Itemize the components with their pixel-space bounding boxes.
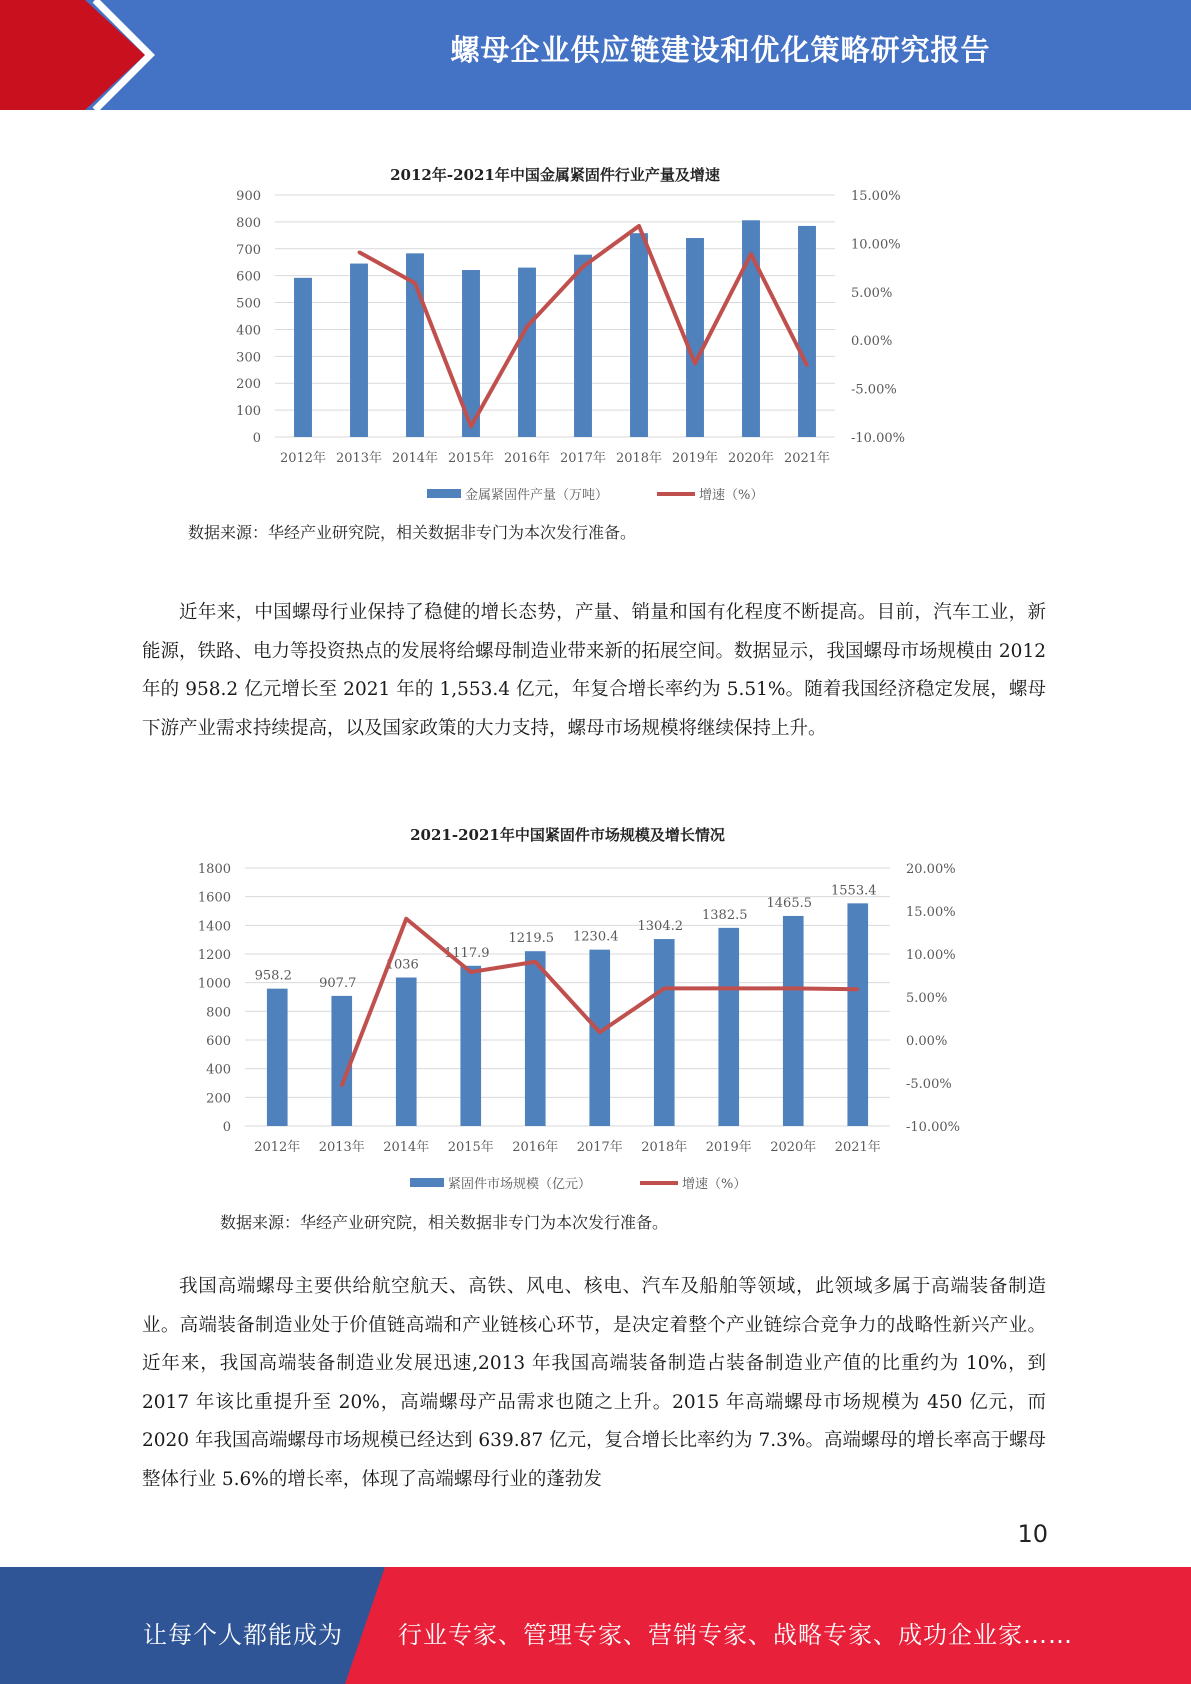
x-tick-label: 2014年: [383, 1140, 430, 1155]
y-right-tick-label: -5.00%: [851, 382, 897, 398]
growth-point: [405, 917, 408, 920]
y-right-tick-label: -10.00%: [906, 1120, 960, 1135]
growth-point: [694, 362, 697, 365]
y-left-tick-label: 100: [236, 404, 261, 420]
y-left-tick-label: 200: [236, 377, 261, 393]
paragraph-market-growth: 近年来，中国螺母行业保持了稳健的增长态势，产量、销量和国有化程度不断提高。目前，汽车工业，新能源，铁路、电力等投资热点的发展将给螺母制造业带来新的拓展空间。数据显示，我国螺母市场规模由 2012 年的 958.2 亿元增长至 2021 年的 1,553.4 亿元，年复合增长率约为 5.51%。随着我国经济稳定发展，螺母下游产业需求持续提高，以及国家政策的大力支持，螺母市场规模将继续保持上升。: [142, 602, 1046, 739]
market-size-chart: [180, 815, 1010, 1200]
legend-label-bar: 紧固件市场规模（亿元）: [448, 1177, 592, 1192]
footer-slogan-right: 行业专家、管理专家、营销专家、战略专家、成功企业家……: [398, 1621, 1073, 1649]
y-left-tick-label: 200: [206, 1091, 231, 1107]
bar: [267, 989, 288, 1126]
x-tick-label: 2013年: [335, 451, 383, 466]
footer-slogan-left: 让每个人都能成为: [143, 1621, 343, 1649]
legend-label-bar: 金属紧固件产量（万吨）: [465, 488, 609, 503]
y-right-tick-label: 5.00%: [906, 991, 948, 1006]
x-tick-label: 2020年: [727, 451, 775, 466]
x-tick-label: 2017年: [576, 1140, 623, 1155]
y-left-tick-label: 800: [236, 215, 261, 231]
page-number: 10: [1017, 1520, 1048, 1548]
chart1-source: 数据来源：华经产业研究院，相关数据非专门为本次发行准备。: [188, 523, 637, 542]
x-tick-label: 2021年: [783, 451, 831, 466]
y-left-tick-label: 400: [206, 1062, 231, 1078]
y-left-tick-label: 1600: [197, 890, 231, 906]
x-tick-label: 2015年: [447, 1140, 494, 1155]
x-tick-label: 2017年: [559, 451, 607, 466]
page-footer: [0, 1567, 1191, 1684]
x-tick-label: 2015年: [447, 451, 495, 466]
x-tick-label: 2021年: [834, 1140, 881, 1155]
x-tick-label: 2016年: [512, 1140, 559, 1155]
legend-swatch-bar: [427, 489, 461, 498]
y-left-tick-label: 600: [206, 1034, 231, 1049]
y-left-tick-label: 700: [236, 242, 261, 258]
growth-point: [470, 425, 473, 428]
y-right-tick-label: 15.00%: [906, 905, 956, 920]
growth-point: [534, 960, 537, 963]
bar: [630, 233, 648, 437]
growth-point: [414, 282, 417, 285]
chart-title: 2012年-2021年中国金属紧固件行业产量及增速: [390, 166, 720, 184]
bar: [396, 978, 417, 1126]
bar: [460, 966, 481, 1126]
bar: [574, 255, 592, 437]
y-right-tick-label: -10.00%: [851, 431, 905, 446]
x-tick-label: 2018年: [641, 1140, 688, 1155]
growth-point: [526, 325, 529, 328]
production-chart: [180, 150, 1010, 520]
legend-label-line: 增速（%）: [699, 488, 764, 503]
bar-value-label: 1219.5: [508, 931, 554, 947]
y-left-tick-label: 1800: [197, 862, 231, 877]
y-right-tick-label: 10.00%: [906, 948, 956, 963]
x-tick-label: 2014年: [391, 451, 439, 466]
growth-point: [727, 987, 730, 990]
x-tick-label: 2020年: [770, 1140, 817, 1155]
growth-point: [663, 987, 666, 990]
y-left-tick-label: 600: [236, 269, 261, 285]
y-left-tick-label: 0: [252, 431, 261, 446]
bar-value-label: 958.2: [254, 968, 292, 984]
legend-label-line: 增速（%）: [682, 1177, 747, 1192]
growth-point: [469, 971, 472, 974]
y-right-tick-label: 10.00%: [851, 237, 901, 253]
bar: [589, 950, 610, 1126]
growth-point: [638, 224, 641, 227]
y-left-tick-label: 800: [206, 1005, 231, 1021]
y-left-tick-label: 400: [236, 323, 261, 339]
bar-value-label: 1382.5: [702, 907, 748, 923]
bar: [686, 238, 704, 437]
bar-value-label: 1036: [385, 957, 419, 973]
bar-value-label: 907.7: [319, 975, 357, 991]
bar: [331, 996, 352, 1126]
y-right-tick-label: -5.00%: [906, 1077, 952, 1092]
bar: [718, 928, 739, 1126]
page-header: [0, 0, 1191, 110]
header-title: 螺母企业供应链建设和优化策略研究报告: [450, 33, 991, 67]
production-chart-svg: [180, 150, 1010, 520]
y-left-tick-label: 1000: [197, 976, 231, 992]
y-right-tick-label: 0.00%: [906, 1034, 948, 1049]
bar: [783, 916, 804, 1126]
y-left-tick-label: 900: [236, 189, 261, 204]
growth-point: [856, 988, 859, 991]
paragraph-high-end-nuts: 我国高端螺母主要供给航空航天、高铁、风电、核电、汽车及船舶等领域，此领域多属于高端装备制造业。高端装备制造业处于价值链高端和产业链核心环节，是决定着整个产业链综合竞争力的战略性新兴产业。近年来，我国高端装备制造业发展迅速,2013 年我国高端装备制造占装备制造业产值的比重约为 10%，到 2017 年该比重提升至 20%，高端螺母产品需求也随之上升。2015 年高端螺母市场规模为 450 亿元，而 2020 年我国高端螺母市场规模已经达到 639.87 亿元，复合增长比率约为 7.3%。高端螺母的增长率高于螺母整体行业 5.6%的增长率，体现了高端螺母行业的蓬勃发: [142, 1276, 1046, 1490]
legend-swatch-bar: [410, 1178, 444, 1187]
growth-point: [598, 1031, 601, 1034]
y-left-tick-label: 500: [236, 296, 261, 312]
bar-value-label: 1117.9: [444, 945, 490, 961]
chart2-source: 数据来源：华经产业研究院，相关数据非专门为本次发行准备。: [220, 1213, 669, 1232]
bar-value-label: 1465.5: [766, 895, 812, 911]
x-tick-label: 2018年: [615, 451, 663, 466]
y-right-tick-label: 20.00%: [906, 862, 956, 877]
y-right-tick-label: 5.00%: [851, 285, 893, 301]
x-tick-label: 2012年: [279, 451, 327, 466]
x-tick-label: 2019年: [671, 451, 719, 466]
bar: [294, 278, 312, 437]
bar: [847, 903, 868, 1126]
y-left-tick-label: 1200: [197, 948, 231, 963]
bar: [350, 264, 368, 437]
growth-point: [750, 253, 753, 256]
x-tick-label: 2016年: [503, 451, 551, 466]
bar: [798, 226, 816, 437]
y-left-tick-label: 1400: [197, 919, 231, 935]
y-left-tick-label: 300: [236, 350, 261, 366]
growth-point: [792, 987, 795, 990]
bar: [654, 939, 675, 1126]
x-tick-label: 2019年: [705, 1140, 752, 1155]
y-right-tick-label: 0.00%: [851, 334, 893, 350]
growth-point: [582, 265, 585, 268]
x-tick-label: 2013年: [318, 1140, 365, 1155]
bar-value-label: 1553.4: [831, 883, 877, 899]
growth-point: [358, 251, 361, 254]
bar: [525, 951, 546, 1126]
y-right-tick-label: 15.00%: [851, 189, 901, 204]
bar-value-label: 1230.4: [573, 929, 619, 945]
growth-point: [806, 364, 809, 367]
bar-value-label: 1304.2: [637, 919, 683, 935]
bar: [518, 268, 536, 437]
market-size-chart-svg: [180, 815, 1010, 1200]
y-left-tick-label: 0: [222, 1120, 231, 1135]
x-tick-label: 2012年: [254, 1140, 301, 1155]
chart-title: 2021-2021年中国紧固件市场规模及增长情况: [410, 826, 725, 844]
growth-point: [340, 1084, 343, 1087]
